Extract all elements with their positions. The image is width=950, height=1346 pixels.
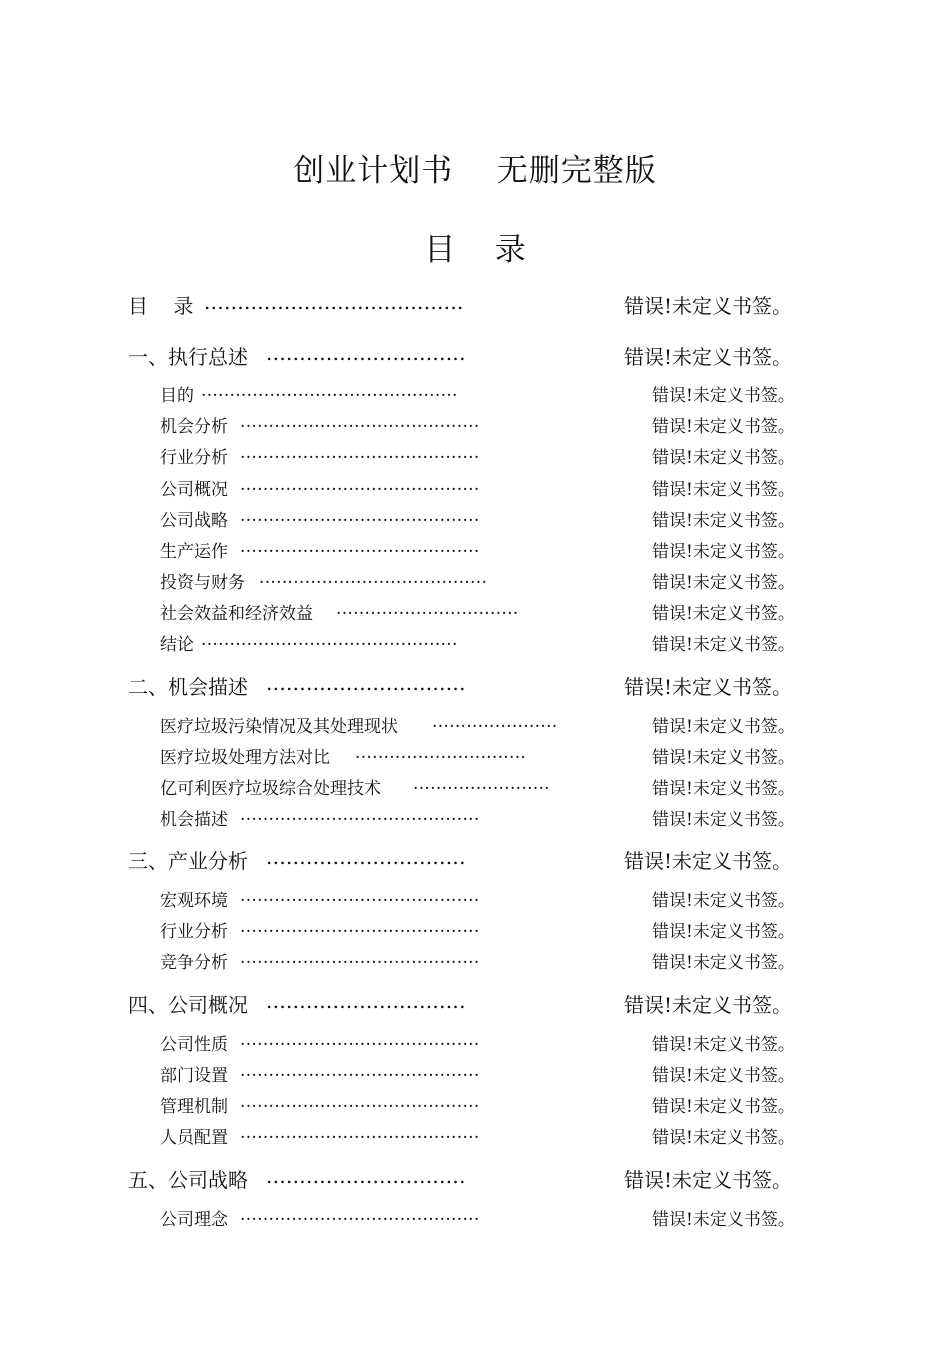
toc-dot-leader: ............................................. (201, 630, 458, 650)
toc-page-reference: 错误!未定义书签。 (624, 993, 793, 1017)
toc-entry-label: 管理机制 (160, 1097, 228, 1117)
toc-subsection-entry[interactable] (0, 712, 950, 742)
toc-dot-leader: .............................. (355, 743, 527, 763)
toc-dot-leader: ....................................... (204, 290, 464, 314)
toc-section-entry[interactable] (0, 1164, 950, 1194)
toc-subsection-entry[interactable] (0, 381, 950, 411)
toc-subsection-entry[interactable] (0, 443, 950, 473)
toc-dot-leader: .......................................... (240, 948, 480, 968)
toc-page-reference: 错误!未定义书签。 (652, 1035, 795, 1055)
toc-page-reference: 错误!未定义书签。 (652, 1097, 795, 1117)
toc-page-reference: 错误!未定义书签。 (652, 386, 795, 406)
document-title: 创业计划书 无删完整版 (293, 153, 657, 189)
toc-entry-label: 亿可利医疗垃圾综合处理技术 (160, 779, 381, 799)
toc-page-reference: 错误!未定义书签。 (652, 604, 795, 624)
toc-subsection-entry[interactable] (0, 774, 950, 804)
toc-entry-label: 目的 (160, 386, 194, 406)
toc-section-entry[interactable] (0, 845, 950, 875)
toc-entry-label: 机会分析 (160, 417, 228, 437)
toc-dot-leader: .......................................... (240, 1123, 480, 1143)
toc-page-reference: 错误!未定义书签。 (624, 345, 793, 369)
toc-subsection-entry[interactable] (0, 537, 950, 567)
toc-page-reference: 错误!未定义书签。 (652, 810, 795, 830)
toc-page-reference: 错误!未定义书签。 (652, 1210, 795, 1230)
toc-dot-leader: ................................ (336, 599, 519, 619)
toc-subsection-entry[interactable] (0, 743, 950, 773)
toc-dot-leader: .......................................... (240, 917, 480, 937)
toc-entry-label: 公司理念 (160, 1210, 228, 1230)
toc-heading: 目 录 (424, 232, 526, 268)
toc-dot-leader: .............................. (266, 845, 466, 869)
toc-entry-label: 投资与财务 (160, 573, 245, 593)
toc-page-reference: 错误!未定义书签。 (652, 1066, 795, 1086)
toc-entry-label: 四、公司概况 (128, 993, 248, 1017)
toc-entry-label: 行业分析 (160, 448, 228, 468)
toc-entry-label: 医疗垃圾污染情况及其处理现状 (160, 717, 398, 737)
toc-dot-leader: .......................................... (240, 886, 480, 906)
toc-entry-label: 公司概况 (160, 480, 228, 500)
toc-entry-label: 部门设置 (160, 1066, 228, 1086)
toc-page-reference: 错误!未定义书签。 (652, 448, 795, 468)
toc-subsection-entry[interactable] (0, 599, 950, 629)
toc-section-entry[interactable] (0, 671, 950, 701)
toc-entry-label: 五、公司战略 (128, 1168, 248, 1192)
toc-subsection-entry[interactable] (0, 506, 950, 536)
toc-page-reference: 错误!未定义书签。 (652, 1128, 795, 1148)
toc-entry-label: 竞争分析 (160, 953, 228, 973)
toc-dot-leader: .............................. (266, 989, 466, 1013)
toc-entry-label: 行业分析 (160, 922, 228, 942)
toc-dot-leader: .......................................... (240, 1092, 480, 1112)
toc-entry-label: 人员配置 (160, 1128, 228, 1148)
toc-subsection-entry[interactable] (0, 805, 950, 835)
toc-page-reference: 错误!未定义书签。 (652, 573, 795, 593)
toc-dot-leader: .......................................... (240, 475, 480, 495)
toc-dot-leader: .......................................... (240, 1061, 480, 1081)
toc-section-entry[interactable] (0, 341, 950, 371)
toc-subsection-entry[interactable] (0, 475, 950, 505)
toc-subsection-entry[interactable] (0, 1061, 950, 1091)
toc-dot-leader: ............................................. (201, 381, 458, 401)
toc-page-reference: 错误!未定义书签。 (652, 480, 795, 500)
toc-entry-label: 一、执行总述 (128, 345, 248, 369)
toc-section-entry[interactable] (0, 989, 950, 1019)
toc-subsection-entry[interactable] (0, 412, 950, 442)
toc-entry-label: 生产运作 (160, 542, 228, 562)
toc-page-reference: 错误!未定义书签。 (624, 1168, 793, 1192)
toc-dot-leader: .......................................... (240, 506, 480, 526)
toc-page-reference: 错误!未定义书签。 (652, 953, 795, 973)
toc-subsection-entry[interactable] (0, 917, 950, 947)
toc-page-reference: 错误!未定义书签。 (652, 922, 795, 942)
toc-entry-label: 结论 (160, 635, 194, 655)
toc-subsection-entry[interactable] (0, 1030, 950, 1060)
toc-dot-leader: .............................. (266, 1164, 466, 1188)
toc-page-reference: 错误!未定义书签。 (652, 748, 795, 768)
toc-dot-leader: ........................................ (259, 568, 488, 588)
toc-entry-label: 目 录 (128, 294, 194, 318)
toc-dot-leader: ........................ (413, 774, 550, 794)
toc-subsection-entry[interactable] (0, 948, 950, 978)
toc-page-reference: 错误!未定义书签。 (652, 417, 795, 437)
toc-subsection-entry[interactable] (0, 568, 950, 598)
toc-entry-label: 公司战略 (160, 511, 228, 531)
toc-dot-leader: .......................................... (240, 1030, 480, 1050)
toc-entry-label: 公司性质 (160, 1035, 228, 1055)
toc-page-reference: 错误!未定义书签。 (652, 542, 795, 562)
toc-dot-leader: .......................................... (240, 537, 480, 557)
toc-page-reference: 错误!未定义书签。 (652, 511, 795, 531)
toc-entry-label: 机会描述 (160, 810, 228, 830)
toc-subsection-entry[interactable] (0, 1205, 950, 1235)
toc-entry-label: 医疗垃圾处理方法对比 (160, 748, 330, 768)
toc-page-reference: 错误!未定义书签。 (652, 717, 795, 737)
toc-entry-label: 二、机会描述 (128, 675, 248, 699)
toc-subsection-entry[interactable] (0, 1123, 950, 1153)
toc-page-reference: 错误!未定义书签。 (624, 849, 793, 873)
toc-page-reference: 错误!未定义书签。 (624, 294, 793, 318)
toc-subsection-entry[interactable] (0, 886, 950, 916)
toc-page-reference: 错误!未定义书签。 (652, 635, 795, 655)
toc-dot-leader: .......................................... (240, 805, 480, 825)
toc-entry-label: 宏观环境 (160, 891, 228, 911)
toc-subsection-entry[interactable] (0, 1092, 950, 1122)
toc-dot-leader: .............................. (266, 341, 466, 365)
toc-page-reference: 错误!未定义书签。 (624, 675, 793, 699)
toc-page-reference: 错误!未定义书签。 (652, 891, 795, 911)
toc-dot-leader: ...................... (432, 712, 558, 732)
toc-dot-leader: .......................................... (240, 412, 480, 432)
toc-section-entry[interactable] (0, 290, 950, 320)
toc-subsection-entry[interactable] (0, 630, 950, 660)
toc-dot-leader: .......................................... (240, 1205, 480, 1225)
toc-entry-label: 社会效益和经济效益 (160, 604, 313, 624)
toc-dot-leader: .......................................... (240, 443, 480, 463)
toc-entry-label: 三、产业分析 (128, 849, 248, 873)
toc-page-reference: 错误!未定义书签。 (652, 779, 795, 799)
toc-dot-leader: .............................. (266, 671, 466, 695)
